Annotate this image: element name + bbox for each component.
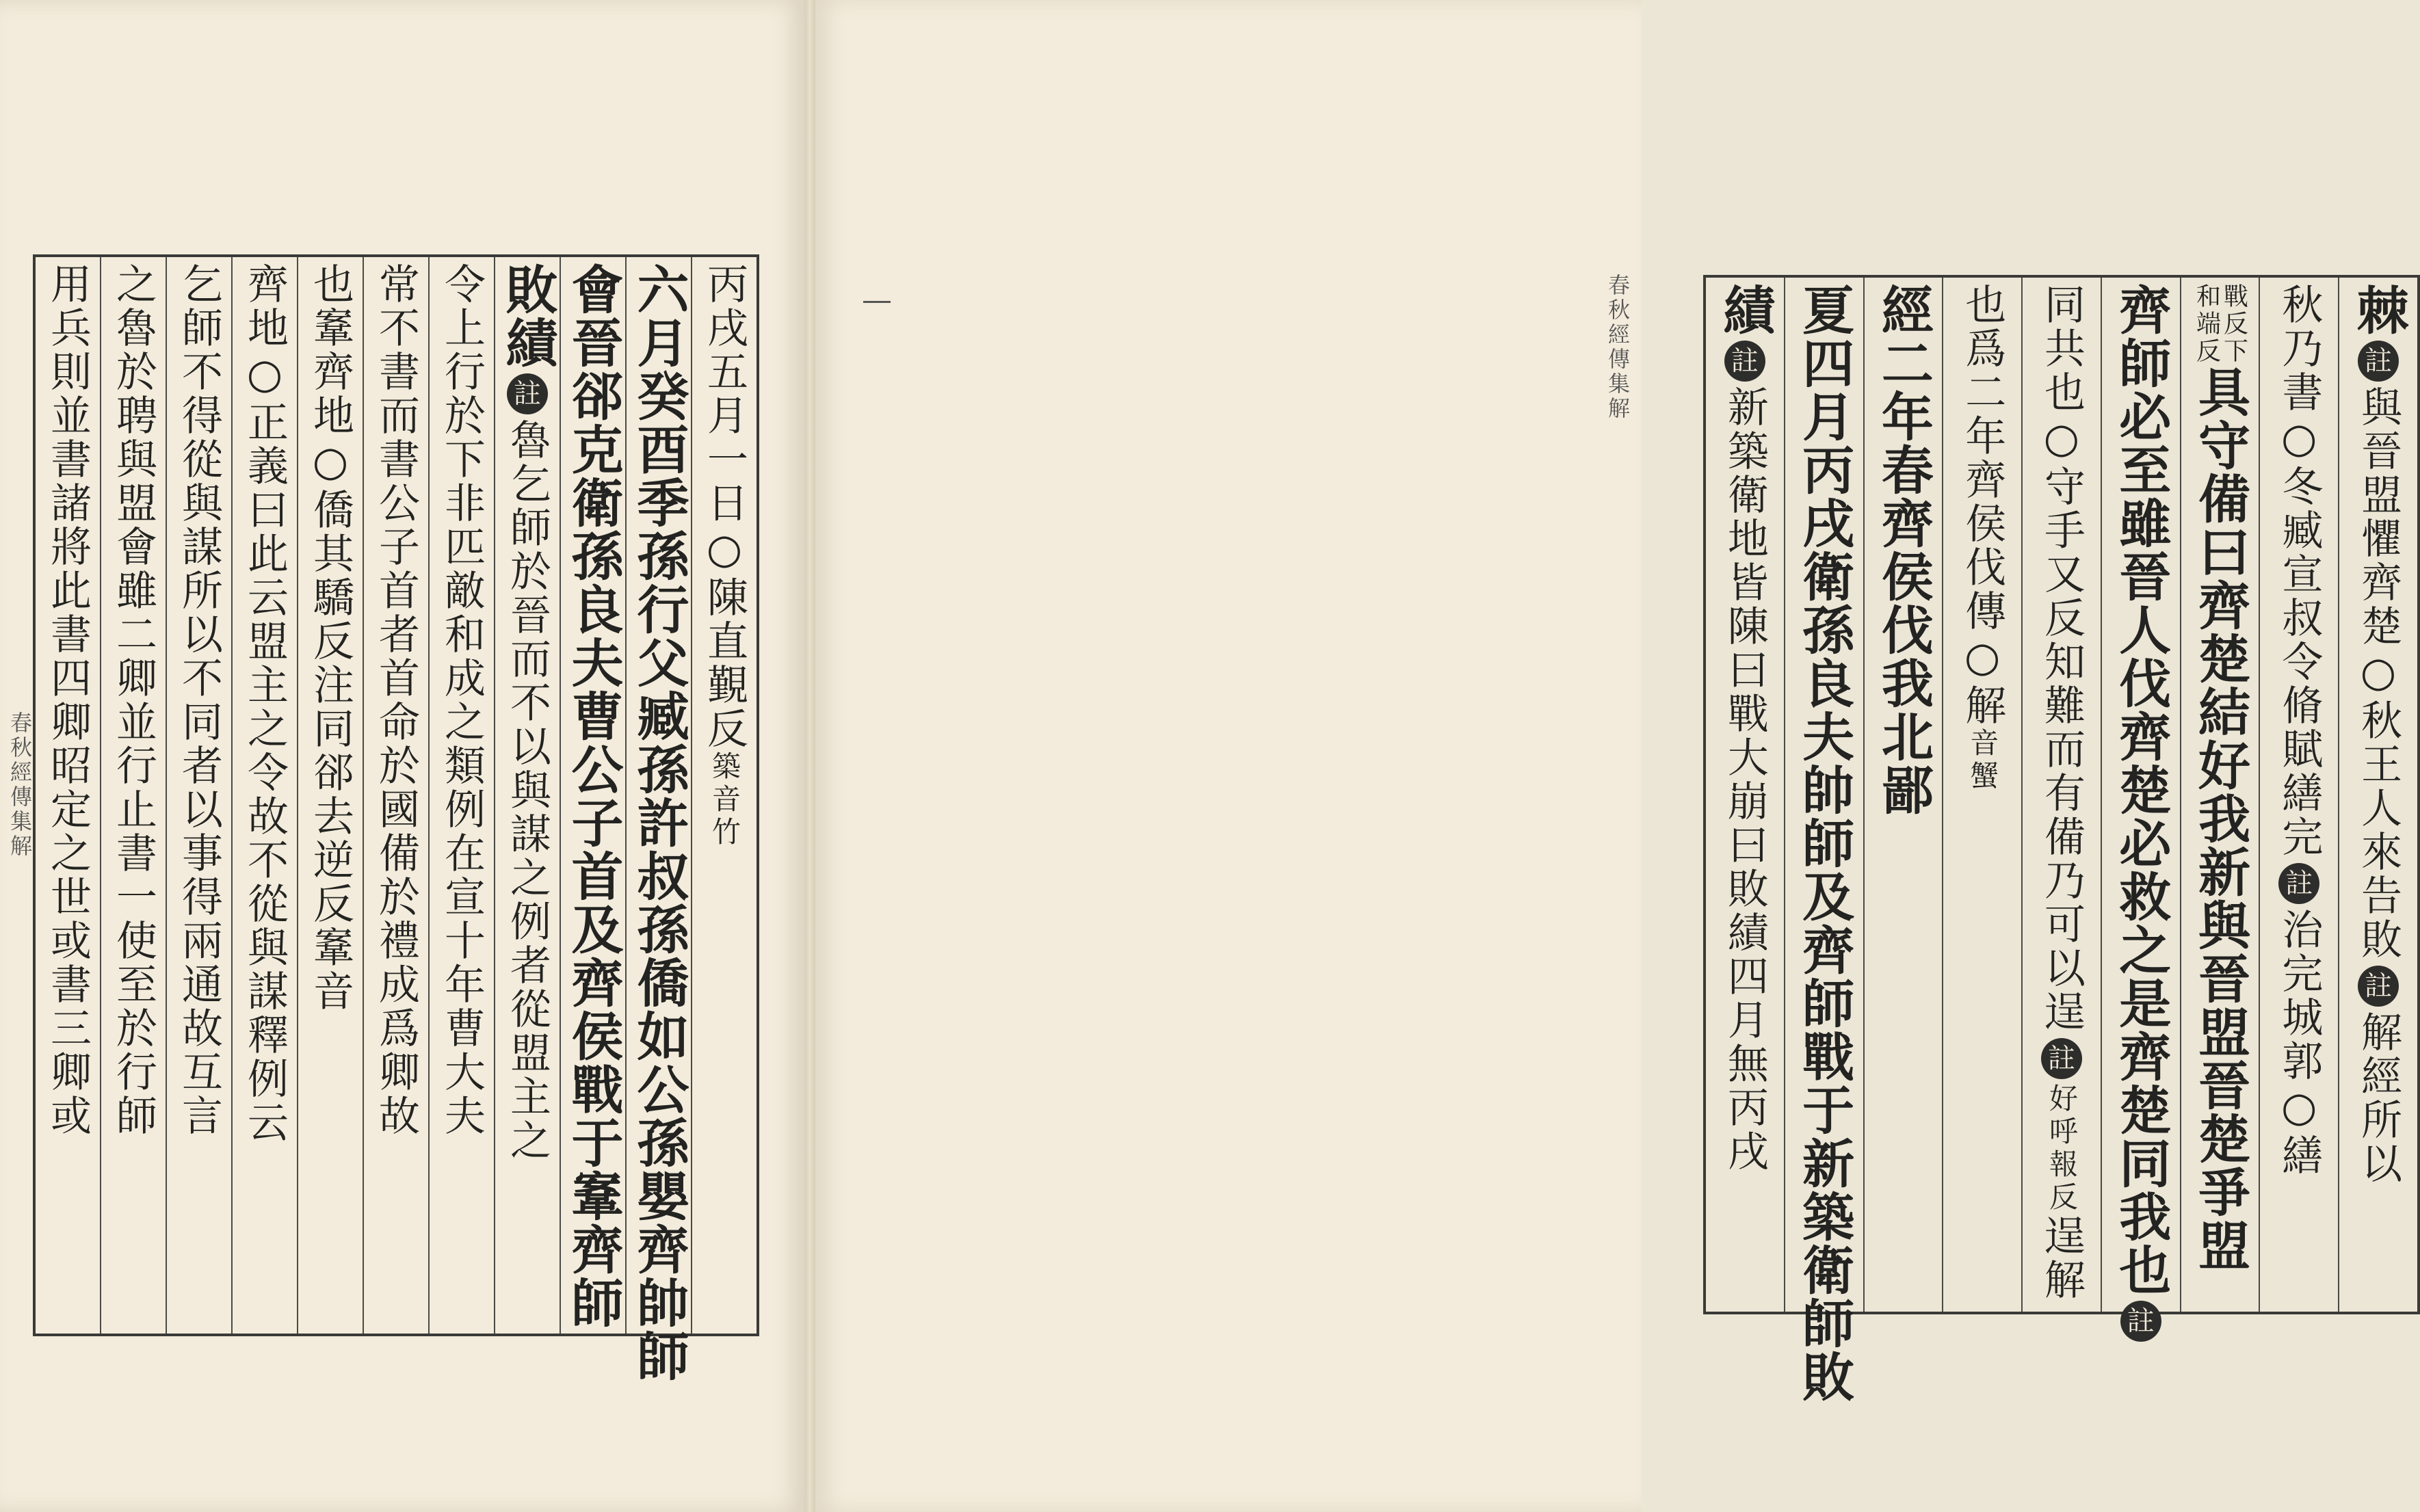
annotation-badge-icon: 註 bbox=[2358, 966, 2399, 1007]
main-text: 具守備曰齊楚結好我新與晉盟晉楚爭盟 bbox=[2189, 365, 2251, 1272]
book-gutter bbox=[804, 0, 815, 1512]
main-text: 同共也○守手又反知難而有備乃可以逞 bbox=[2037, 283, 2086, 1034]
annotation-badge-icon: 註 bbox=[2120, 1301, 2161, 1342]
commentary-text: 逞解 bbox=[2037, 1215, 2086, 1302]
main-text: 經二年春齊侯伐我北鄙 bbox=[1873, 283, 1934, 817]
main-text: 齊師必至雖晉人伐齊楚必救之是齊楚同我也 bbox=[2110, 283, 2172, 1297]
small-annotation-text: 和端反 bbox=[2192, 283, 2221, 365]
main-text: 也鞌齊地○僑其驕反注同郤去逆反鞌音 bbox=[306, 263, 354, 1013]
main-text: 秋乃書○冬臧宣叔令脩賦繕完 bbox=[2275, 283, 2324, 859]
main-text: 績 bbox=[1714, 283, 1776, 336]
text-column bbox=[2259, 278, 2338, 1312]
text-column bbox=[2101, 278, 2180, 1337]
text-column bbox=[231, 257, 297, 1334]
left-text-block bbox=[33, 254, 759, 1383]
main-text: 用兵則並書諸將此書四卿昭定之世或書三卿或 bbox=[44, 263, 92, 1138]
text-column bbox=[100, 257, 166, 1334]
text-column bbox=[297, 257, 363, 1334]
text-column bbox=[560, 257, 625, 1334]
main-text: 丙戌五月一日○陳直覲反 bbox=[700, 263, 748, 751]
text-column bbox=[36, 257, 100, 1334]
annotation-badge-icon: 註 bbox=[507, 373, 548, 414]
fold-mark bbox=[863, 301, 891, 315]
text-column bbox=[691, 257, 757, 1334]
annotation-badge-icon: 註 bbox=[2041, 1038, 2082, 1079]
text-column bbox=[2180, 278, 2259, 1312]
main-text: 棘 bbox=[2348, 283, 2410, 336]
commentary-text: 新築衛地皆陳曰戰大崩曰敗績四月無丙戌 bbox=[1720, 386, 1769, 1173]
left-margin-label: 春秋經傳集解 bbox=[7, 711, 33, 859]
main-text: 六月癸酉季孫行父臧孫許叔孫僑如公孫嬰齊帥師 bbox=[629, 263, 689, 1383]
text-column bbox=[625, 257, 691, 1383]
main-text: 夏四月丙戌衛孫良夫帥師及齊師戰于新築衛師敗 bbox=[1793, 283, 1855, 1403]
right-page bbox=[815, 0, 2410, 1512]
main-text: 之魯於聘與盟會雖二卿並行止書一使至於行師 bbox=[109, 263, 157, 1138]
text-column bbox=[1942, 278, 2021, 1312]
text-column bbox=[2021, 278, 2101, 1312]
small-annotation-text: 音蟹 bbox=[1966, 728, 2000, 793]
small-annotation-text: 好呼報反 bbox=[2044, 1083, 2079, 1215]
main-text: 敗績 bbox=[497, 263, 558, 369]
text-column bbox=[1784, 278, 1863, 1403]
annotation-badge-icon: 註 bbox=[1724, 341, 1765, 382]
right-text-block bbox=[1703, 275, 2420, 1403]
main-text: 常不書而書公子首者首命於國備於禮成爲卿故 bbox=[372, 263, 420, 1138]
text-column bbox=[1706, 278, 1784, 1312]
annotation-badge-icon: 註 bbox=[2358, 341, 2399, 382]
main-text: 齊地○正義曰此云盟主之令故不從與謀釋例云 bbox=[241, 263, 289, 1145]
small-annotation-text: 戰反下 bbox=[2220, 283, 2248, 365]
main-text: 乞師不得從與謀所以不同者以事得兩通故互言 bbox=[175, 263, 223, 1138]
text-column bbox=[494, 257, 560, 1334]
text-column bbox=[1863, 278, 1943, 1312]
annotation-badge-icon: 註 bbox=[2278, 863, 2319, 904]
commentary-text: 魯乞師於晉而不以與謀之例者從盟主之 bbox=[503, 419, 551, 1163]
left-page bbox=[0, 0, 804, 1512]
main-text: 也爲二年齊侯伐傳○解 bbox=[1958, 283, 2007, 728]
commentary-text: 與晉盟懼齊楚○秋王人來告敗 bbox=[2354, 386, 2403, 961]
text-column bbox=[2338, 278, 2417, 1312]
commentary-text: 治完城郭○繕 bbox=[2275, 908, 2324, 1178]
small-annotation-text: 築音竹 bbox=[708, 751, 741, 849]
right-margin-label: 春秋經傳集解 bbox=[1605, 274, 1631, 421]
commentary-text: 解經所以 bbox=[2354, 1011, 2403, 1186]
text-column bbox=[166, 257, 231, 1334]
text-column bbox=[428, 257, 494, 1334]
main-text: 會晉郤克衛孫良夫曹公子首及齊侯戰于鞌齊師 bbox=[563, 263, 624, 1329]
text-column bbox=[363, 257, 428, 1334]
main-text: 令上行於下非匹敵和成之類例在宣十年曹大夫 bbox=[438, 263, 486, 1138]
